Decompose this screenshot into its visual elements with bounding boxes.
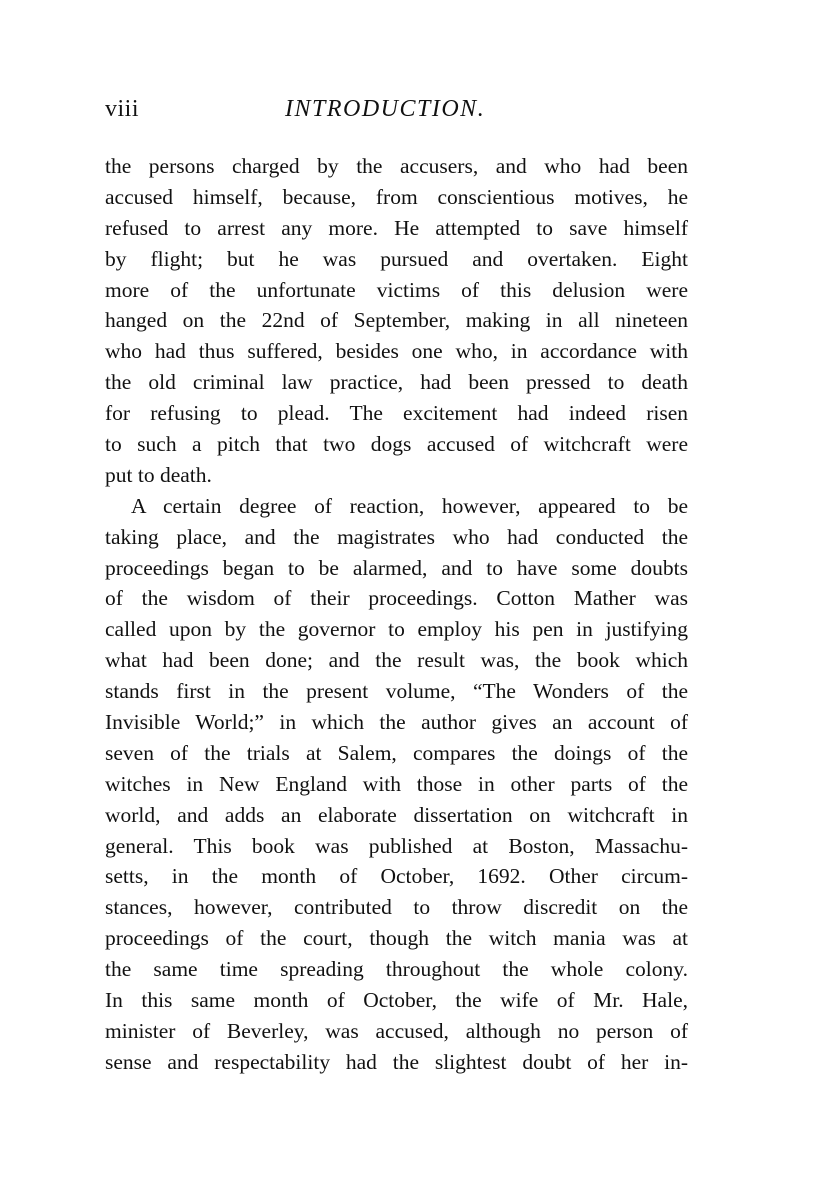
text-line: to such a pitch that two dogs accused of witchcraft were xyxy=(105,432,688,457)
text-line: put to death. xyxy=(105,462,212,487)
text-line: of the wisdom of their proceedings. Cotton Mather was xyxy=(105,586,688,611)
text-line: refused to arrest any more. He attempted to save himself xyxy=(105,215,688,240)
text-line: proceedings began to be alarmed, and to have some doubts xyxy=(105,555,688,580)
text-line: stands first in the present volume, “The Wonders of the xyxy=(105,679,688,704)
page-number: viii xyxy=(105,96,140,122)
page-header xyxy=(105,96,685,126)
paragraph-1 xyxy=(105,151,688,491)
text-line: who had thus suffered, besides one who, in accordance with xyxy=(105,339,688,364)
text-line: general. This book was published at Boston, Massachu- xyxy=(105,833,688,858)
text-line: world, and adds an elaborate dissertation on witchcraft in xyxy=(105,802,688,827)
body-text xyxy=(105,151,688,1078)
text-line: In this same month of October, the wife of Mr. Hale, xyxy=(105,988,688,1013)
text-line: the persons charged by the accusers, and who had been xyxy=(105,154,688,178)
text-line: the same time spreading throughout the whole colony. xyxy=(105,957,688,982)
text-line: seven of the trials at Salem, compares the doings of the xyxy=(105,740,688,765)
text-line: proceedings of the court, though the witch mania was at xyxy=(105,926,688,951)
text-line: the old criminal law practice, had been pressed to death xyxy=(105,370,688,395)
text-line: stances, however, contributed to throw discredit on the xyxy=(105,895,688,920)
paragraph-2 xyxy=(105,491,688,1078)
text-line: witches in New England with those in other parts of the xyxy=(105,771,688,796)
text-line: called upon by the governor to employ his pen in justifying xyxy=(105,617,688,642)
text-line: taking place, and the magistrates who had conducted the xyxy=(105,524,688,549)
running-head: INTRODUCTION. xyxy=(285,96,486,122)
text-line: setts, in the month of October, 1692. Other circum- xyxy=(105,864,688,889)
text-line: hanged on the 22nd of September, making in all nineteen xyxy=(105,308,688,333)
text-line: accused himself, because, from conscientious motives, he xyxy=(105,184,688,209)
text-line: sense and respectability had the slightest doubt of her in- xyxy=(105,1049,688,1074)
text-line: more of the unfortunate victims of this delusion were xyxy=(105,277,688,302)
text-line: Invisible World;” in which the author gives an account of xyxy=(105,710,688,735)
text-line: A certain degree of reaction, however, appeared to be xyxy=(131,493,688,518)
text-line: what had been done; and the result was, the book which xyxy=(105,648,688,673)
text-line: by flight; but he was pursued and overtaken. Eight xyxy=(105,246,688,271)
text-line: for refusing to plead. The excitement had indeed risen xyxy=(105,401,688,426)
text-line: minister of Beverley, was accused, although no person of xyxy=(105,1018,688,1043)
